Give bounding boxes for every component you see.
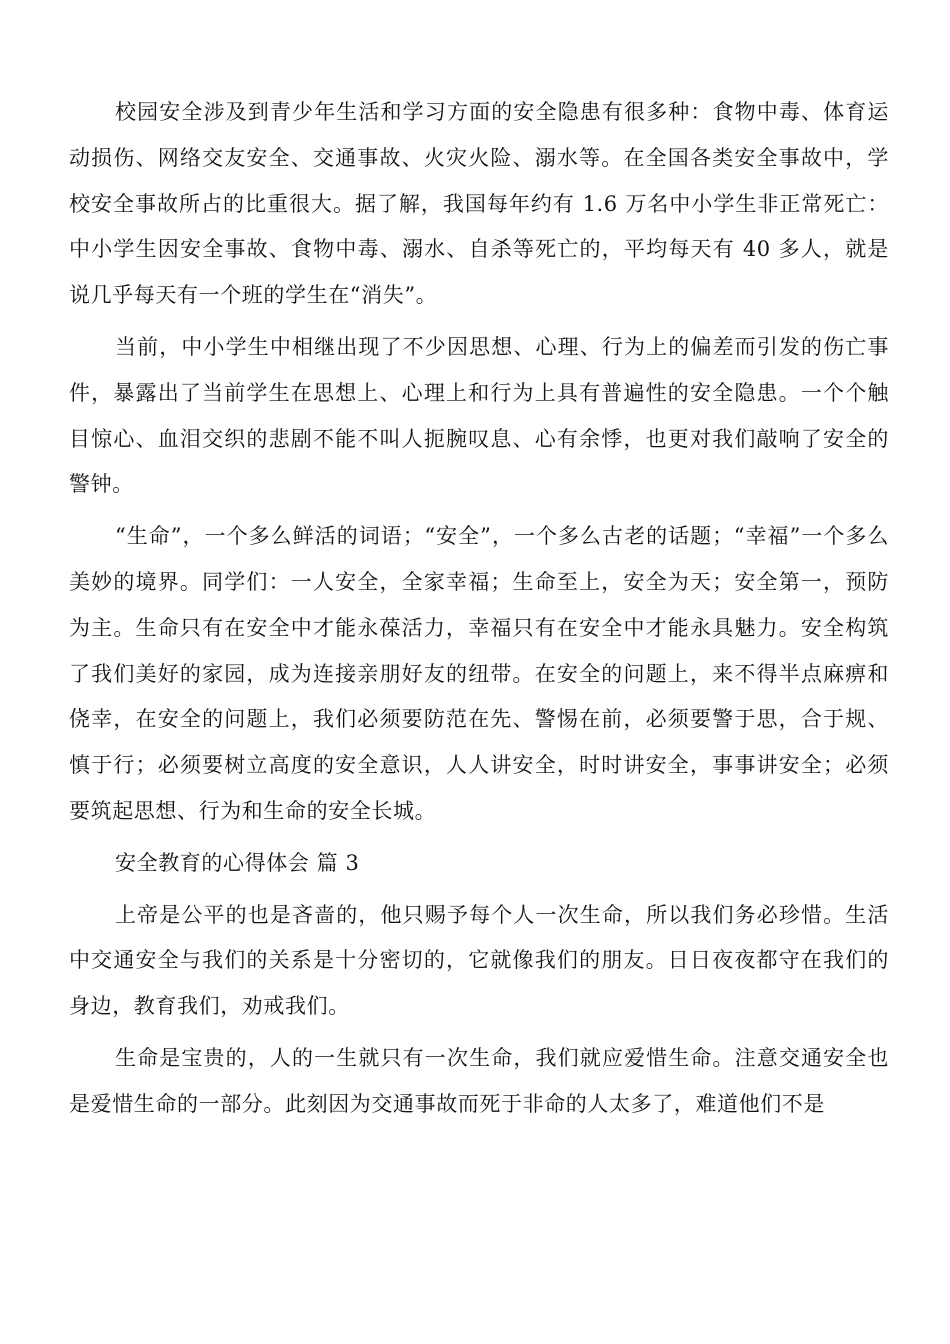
paragraph-life-safety-happiness: “生命”，一个多么鲜活的词语；“安全”，一个多么古老的话题；“幸福”一个多么美妙的境界。同学们：一人安全，全家幸福；生命至上，安全为天；安全第一，预防为主。生命只有在安全中才能永葆活力，幸福只有在安全中才能永具魅力。安全构筑了我们美好的家园，成为连接亲朋好友的纽带。在安全的问题上，来不得半点麻痹和侥幸，在安全的问题上，我们必须要防范在先、警惕在前，必须要警于思，合于规、慎于行；必须要树立高度的安全意识，人人讲安全，时时讲安全，事事讲安全；必须要筑起思想、行为和生命的安全长城。 bbox=[69, 524, 889, 823]
paragraph-campus-safety: 校园安全涉及到青少年生活和学习方面的安全隐患有很多种：食物中毒、体育运动损伤、网络交友安全、交通事故、火灾火险、溺水等。在全国各类安全事故中，学校安全事故所占的比重很大。据了解，我国每年约有 1.6 万名中小学生非正常死亡：中小学生因安全事故、食物中毒、溺水、自杀等死亡的，平均每天有 40 多人，就是说几乎每天有一个班的学生在“消失”。 bbox=[69, 100, 889, 308]
paragraph-cherish-life: 生命是宝贵的，人的一生就只有一次生命，我们就应爱惜生命。注意交通安全也是爱惜生命的一部分。此刻因为交通事故而死于非命的人太多了，难道他们不是 bbox=[69, 1045, 889, 1116]
document-page bbox=[69, 90, 889, 1134]
paragraph-student-incidents: 当前，中小学生中相继出现了不少因思想、心理、行为上的偏差而引发的伤亡事件，暴露出了当前学生在思想上、心理上和行为上具有普遍性的安全隐患。一个个触目惊心、血泪交织的悲剧不能不叫人扼腕叹息、心有余悸，也更对我们敲响了安全的警钟。 bbox=[69, 334, 889, 497]
paragraph-traffic-safety: 上帝是公平的也是吝啬的，他只赐予每个人一次生命，所以我们务必珍惜。生活中交通安全与我们的关系是十分密切的，它就像我们的朋友。日日夜夜都守在我们的身边，教育我们，劝戒我们。 bbox=[69, 902, 889, 1019]
section-heading: 安全教育的心得体会 篇 3 bbox=[115, 850, 360, 875]
